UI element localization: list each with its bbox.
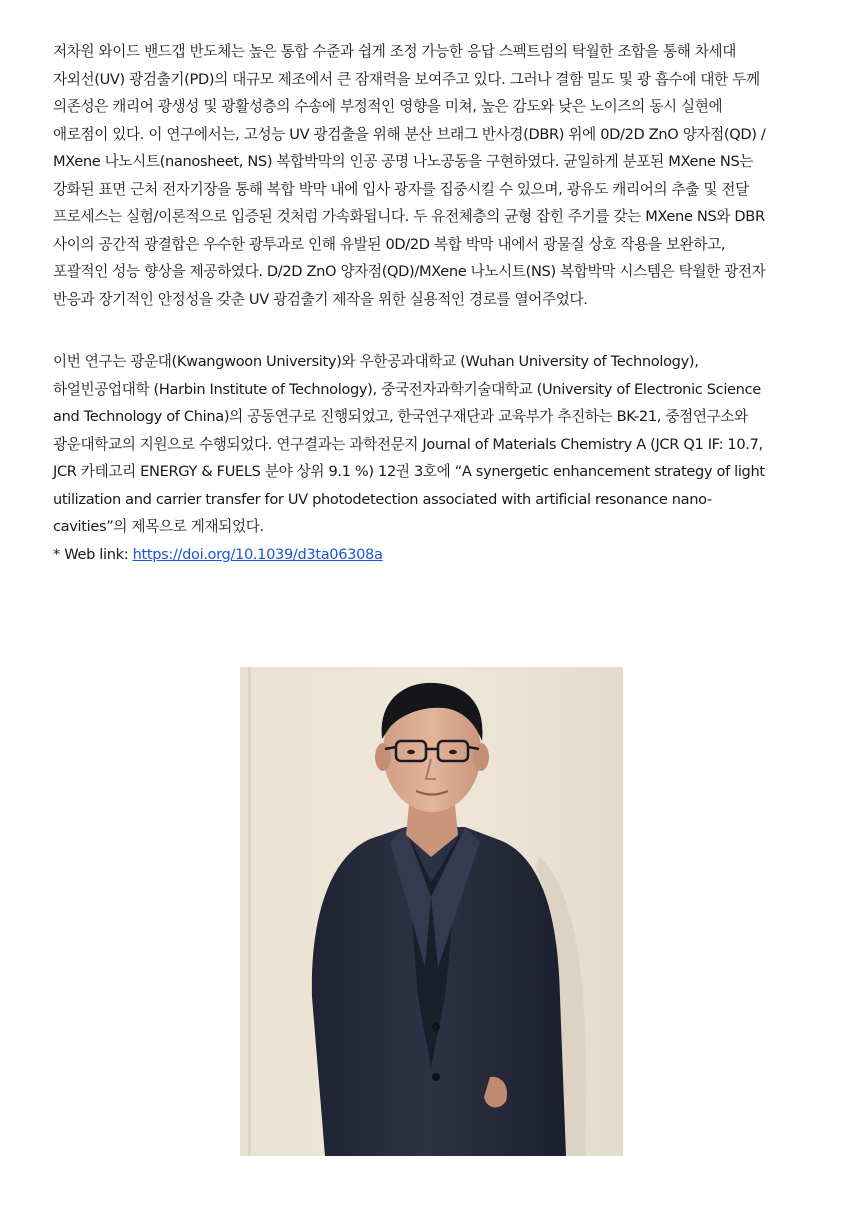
web-link-line bbox=[53, 541, 813, 569]
right-eye bbox=[449, 750, 457, 754]
wall-seam bbox=[248, 667, 251, 1156]
text-line: cavities”의 제목으로 게재되었다. bbox=[53, 518, 264, 535]
text-line: 프로세스는 실험/이론적으로 입증된 것처럼 가속화됩니다. 두 유전체층의 균형 잡힌 주기를 갖는 MXene NS와 DBR bbox=[53, 208, 765, 225]
text-line: 자외선(UV) 광검출기(PD)의 대규모 제조에서 큰 잠재력을 보여주고 있다. 그러나 결함 밀도 및 광 흡수에 대한 두께 bbox=[53, 70, 760, 88]
text-line: 애로점이 있다. 이 연구에서는, 고성능 UV 광검출을 위해 분산 브래그 반사경(DBR) 위에 0D/2D ZnO 양자점(QD) / bbox=[53, 125, 766, 143]
doi-link[interactable]: https://doi.org/10.1039/d3ta06308a bbox=[132, 545, 383, 563]
web-link-prefix: * Web link: bbox=[53, 545, 133, 563]
text-line: 포괄적인 성능 향상을 제공하였다. D/2D ZnO 양자점(QD)/MXene 나노시트(NS) 복합박막 시스템은 탁월한 광전자 bbox=[53, 263, 766, 280]
text-line: 의존성은 캐리어 광생성 및 광활성층의 수송에 부정적인 영향을 미쳐, 높은 감도와 낮은 노이즈의 동시 실현에 bbox=[53, 98, 723, 115]
text-line: 사이의 공간적 광결합은 우수한 광투과로 인해 유발된 0D/2D 복합 박막 내에서 광물질 상호 작용을 보완하고, bbox=[53, 235, 726, 253]
text-line: JCR 카테고리 ENERGY & FUELS 분야 상위 9.1 %) 12권 3호에 “A synergetic enhancement strategy of light bbox=[53, 463, 765, 480]
article-paragraph-1 bbox=[53, 38, 813, 313]
text-line: 반응과 장기적인 안정성을 갖춘 UV 광검출기 제작을 위한 실용적인 경로를 열어주었다. bbox=[53, 290, 588, 308]
author-portrait-photo bbox=[240, 667, 623, 1156]
text-line: and Technology of China)의 공동연구로 진행되었고, 한국연구재단과 교육부가 추진하는 BK-21, 중점연구소와 bbox=[53, 408, 748, 425]
text-line: 광운대학교의 지원으로 수행되었다. 연구결과는 과학전문지 Journal of Materials Chemistry A (JCR Q1 IF: 10.7, bbox=[53, 435, 763, 453]
text-line: 하얼빈공업대학 (Harbin Institute of Technology), 중국전자과학기술대학교 (University of Electronic Science bbox=[53, 380, 761, 398]
text-line: 강화된 표면 근처 전자기장을 통해 복합 박막 내에 입사 광자를 집중시킬 수 있으며, 광유도 캐리어의 추출 및 전달 bbox=[53, 180, 749, 198]
left-eye bbox=[407, 750, 415, 754]
jacket-button bbox=[432, 1023, 440, 1031]
text-line: MXene 나노시트(nanosheet, NS) 복합박막의 인공 공명 나노공동을 구현하였다. 균일하게 분포된 MXene NS는 bbox=[53, 153, 754, 170]
portrait-illustration bbox=[240, 667, 623, 1156]
text-line: 이번 연구는 광운대(Kwangwoon University)와 우한공과대학교 (Wuhan University of Technology), bbox=[53, 353, 699, 370]
article-paragraph-2 bbox=[53, 348, 813, 568]
text-line: 저차원 와이드 밴드갭 반도체는 높은 통합 수준과 쉽게 조정 가능한 응답 스펙트럼의 탁월한 조합을 통해 차세대 bbox=[53, 43, 736, 60]
jacket-button bbox=[432, 1073, 440, 1081]
text-line: utilization and carrier transfer for UV photodetection associated with artificial resonance nano- bbox=[53, 490, 712, 508]
